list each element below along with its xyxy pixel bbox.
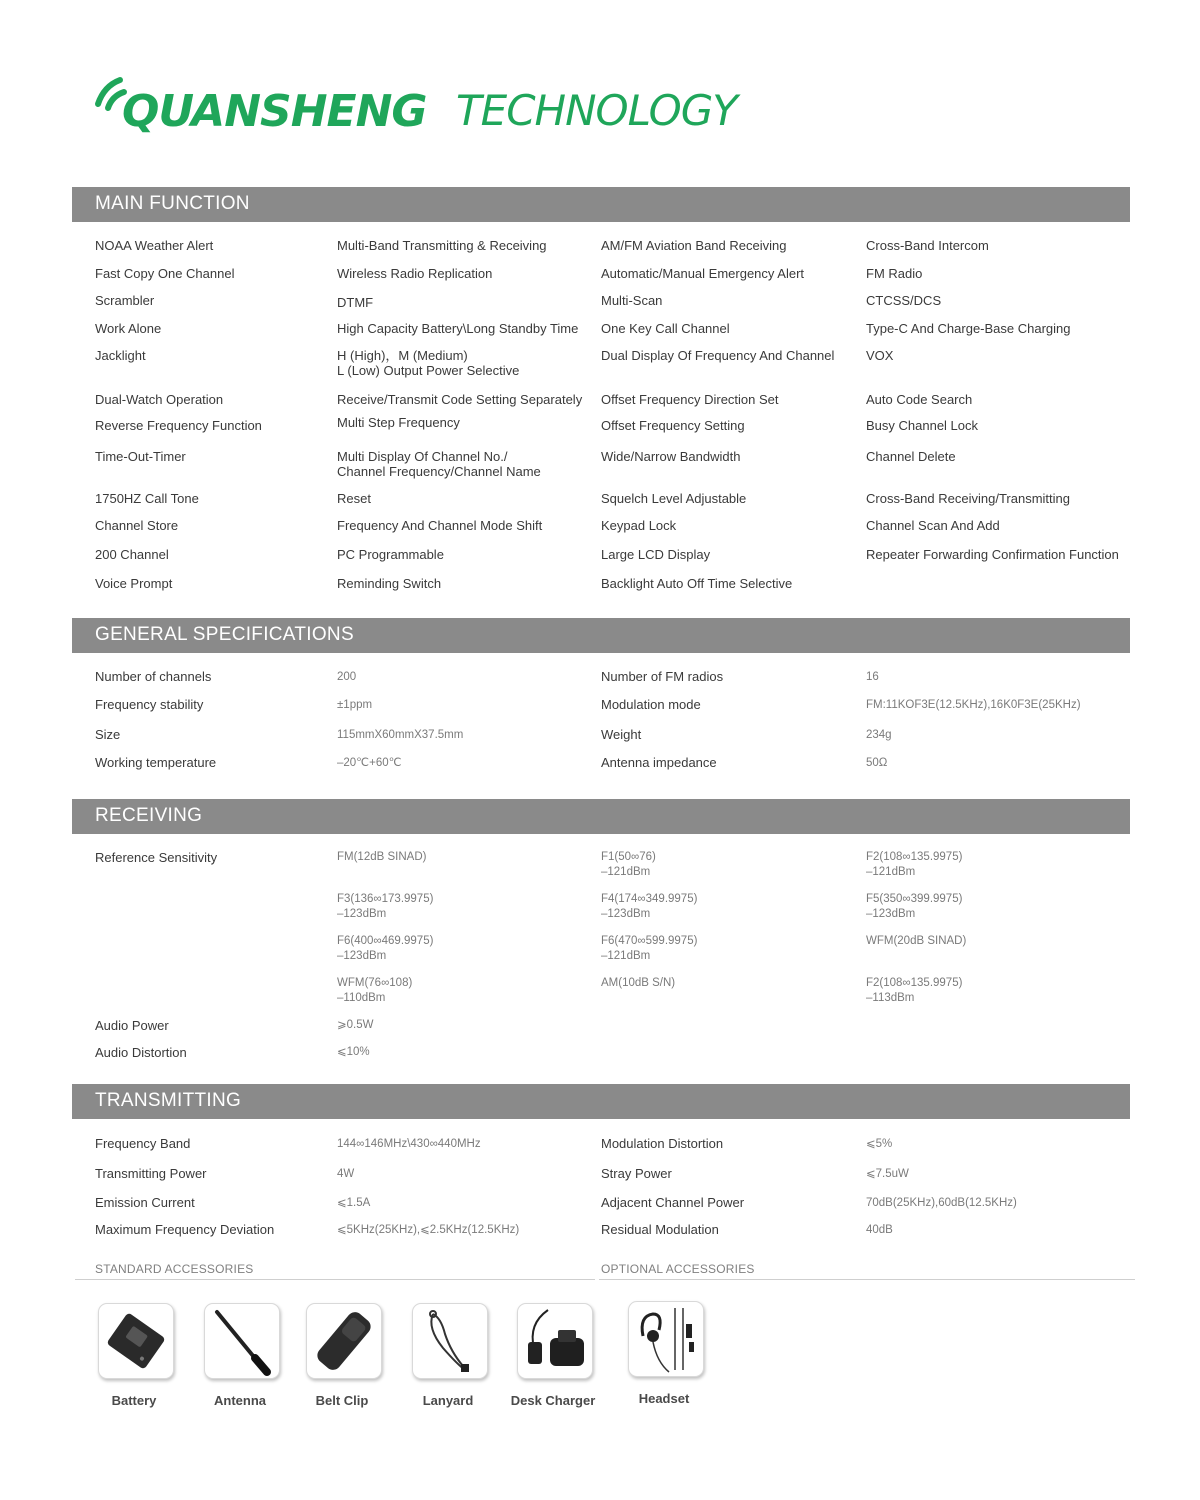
audio-distortion-value: ⩽10% <box>337 1046 370 1058</box>
feature-item: Scrambler <box>95 293 155 308</box>
feature-item: Auto Code Search <box>866 392 973 407</box>
feature-item: Channel Store <box>95 518 179 533</box>
feature-item: Offset Frequency Direction Set <box>601 392 779 407</box>
feature-item: Wide/Narrow Bandwidth <box>601 449 741 464</box>
belt-clip-icon <box>306 1303 382 1379</box>
feature-item: Busy Channel Lock <box>866 418 979 433</box>
section-title: TRANSMITTING <box>95 1090 242 1111</box>
sensitivity-value: F1(50∞76) –121dBm <box>601 851 656 878</box>
feature-item: Large LCD Display <box>601 547 711 562</box>
accessory-label: Headset <box>638 1391 690 1406</box>
feature-item: Channel Delete <box>866 449 956 464</box>
spec-value: ⩽5KHz(25KHz),⩽2.5KHz(12.5KHz) <box>337 1224 520 1236</box>
section-title: RECEIVING <box>95 805 203 826</box>
spec-label: Working temperature <box>95 755 217 770</box>
feature-item: Multi Display Of Channel No./ Channel Frequency/Channel Name <box>337 449 541 479</box>
antenna-icon <box>204 1303 280 1379</box>
divider <box>599 1279 1135 1280</box>
spec-label: Residual Modulation <box>601 1222 719 1237</box>
spec-label: Frequency stability <box>95 697 204 712</box>
spec-value: 115mmX60mmX37.5mm <box>337 729 464 741</box>
feature-item: Channel Scan And Add <box>866 518 1000 533</box>
spec-value: 234g <box>866 729 892 741</box>
sensitivity-value: F3(136∞173.9975) –123dBm <box>337 893 434 920</box>
audio-power-value: ⩾0.5W <box>337 1019 374 1031</box>
feature-item: Backlight Auto Off Time Selective <box>601 576 793 591</box>
audio-power-label: Audio Power <box>95 1018 169 1033</box>
feature-item: CTCSS/DCS <box>866 293 942 308</box>
feature-item: VOX <box>866 348 894 363</box>
section-title: GENERAL SPECIFICATIONS <box>95 624 354 645</box>
feature-item: PC Programmable <box>337 547 444 562</box>
spec-label: Number of channels <box>95 669 212 684</box>
spec-value: 16 <box>866 671 879 683</box>
spec-value: 200 <box>337 671 357 683</box>
spec-value: ⩽7.5uW <box>866 1168 909 1180</box>
sensitivity-label: Reference Sensitivity <box>95 850 218 865</box>
feature-item: Offset Frequency Setting <box>601 418 745 433</box>
feature-item: Wireless Radio Replication <box>337 266 493 281</box>
spec-label: Antenna impedance <box>601 755 717 770</box>
spec-label: Transmitting Power <box>95 1166 207 1181</box>
feature-item: Work Alone <box>95 321 162 336</box>
feature-item: Squelch Level Adjustable <box>601 491 747 506</box>
feature-item: AM/FM Aviation Band Receiving <box>601 238 787 253</box>
spec-value: 40dB <box>866 1224 893 1236</box>
feature-item: Receive/Transmit Code Setting Separately <box>337 392 583 407</box>
accessory-label: Belt Clip <box>315 1393 369 1408</box>
divider <box>75 1279 595 1280</box>
brand-logo <box>94 68 794 148</box>
feature-item: Keypad Lock <box>601 518 677 533</box>
sensitivity-value: WFM(20dB SINAD) <box>866 935 967 947</box>
feature-item: NOAA Weather Alert <box>95 238 214 253</box>
spec-label: Modulation mode <box>601 697 701 712</box>
spec-value: ±1ppm <box>337 699 373 711</box>
spec-label: Size <box>95 727 121 742</box>
feature-item: Reminding Switch <box>337 576 442 591</box>
spec-label: Maximum Frequency Deviation <box>95 1222 275 1237</box>
accessory-label: Battery <box>111 1393 157 1408</box>
feature-item: Dual-Watch Operation <box>95 392 224 407</box>
sensitivity-value: F5(350∞399.9975) –123dBm <box>866 893 963 920</box>
feature-item: Repeater Forwarding Confirmation Function <box>866 547 1119 562</box>
feature-item: One Key Call Channel <box>601 321 730 336</box>
feature-item: Type-C And Charge-Base Charging <box>866 321 1071 336</box>
feature-item: Fast Copy One Channel <box>95 266 235 281</box>
brand-tagline: TECHNOLOGY <box>456 86 737 135</box>
sensitivity-value: F4(174∞349.9975) –123dBm <box>601 893 698 920</box>
section-header-main-function <box>72 187 1130 222</box>
feature-item: 1750HZ Call Tone <box>95 491 199 506</box>
section-header-general-specs <box>72 618 1130 653</box>
feature-item: Jacklight <box>95 348 146 363</box>
accessory-label: Desk Charger <box>510 1393 596 1408</box>
headset-icon <box>628 1301 704 1377</box>
feature-item: Time-Out-Timer <box>95 449 186 464</box>
spec-value: 70dB(25KHz),60dB(12.5KHz) <box>866 1197 1017 1209</box>
feature-item: 200 Channel <box>95 547 169 562</box>
feature-item: Frequency And Channel Mode Shift <box>337 518 543 533</box>
spec-value: ⩽1.5A <box>337 1197 371 1209</box>
feature-item: Automatic/Manual Emergency Alert <box>601 266 805 281</box>
spec-label: Modulation Distortion <box>601 1136 724 1151</box>
accessory-label: Antenna <box>214 1393 266 1408</box>
sensitivity-value: F6(400∞469.9975) –123dBm <box>337 935 434 962</box>
spec-value: 4W <box>337 1168 355 1180</box>
spec-value: 50Ω <box>866 757 888 769</box>
feature-item: Multi-Band Transmitting & Receiving <box>337 238 547 253</box>
section-header-transmitting <box>72 1084 1130 1119</box>
sensitivity-value: WFM(76∞108) –110dBm <box>337 977 413 1004</box>
spec-label: Weight <box>601 727 642 742</box>
feature-item: DTMF <box>337 295 374 310</box>
brand-name: QUANSHENG <box>122 86 427 137</box>
feature-item: Dual Display Of Frequency And Channel <box>601 348 835 363</box>
feature-item: Voice Prompt <box>95 576 173 591</box>
feature-item: Cross-Band Intercom <box>866 238 989 253</box>
spec-label: Emission Current <box>95 1195 195 1210</box>
lanyard-icon <box>412 1303 488 1379</box>
feature-item: High Capacity Battery\Long Standby Time <box>337 321 579 336</box>
spec-label: Adjacent Channel Power <box>601 1195 745 1210</box>
feature-item: Multi-Scan <box>601 293 663 308</box>
battery-icon <box>98 1303 174 1379</box>
desk-charger-icon <box>517 1303 593 1379</box>
feature-item: Cross-Band Receiving/Transmitting <box>866 491 1070 506</box>
optional-accessories-title: OPTIONAL ACCESSORIES <box>601 1262 755 1276</box>
sensitivity-value: F2(108∞135.9975) –121dBm <box>866 851 963 878</box>
feature-item: H (High)，M (Medium) L (Low) Output Power Selective <box>337 348 520 378</box>
spec-label: Stray Power <box>601 1166 672 1181</box>
feature-item: Reset <box>337 491 371 506</box>
sensitivity-value: F2(108∞135.9975) –113dBm <box>866 977 963 1004</box>
standard-accessories-title: STANDARD ACCESSORIES <box>95 1262 254 1276</box>
feature-item: Reverse Frequency Function <box>95 418 262 433</box>
spec-value: 144∞146MHz\430∞440MHz <box>337 1138 481 1150</box>
sensitivity-value: F6(470∞599.9975) –121dBm <box>601 935 698 962</box>
sensitivity-value: AM(10dB S/N) <box>601 977 676 989</box>
sensitivity-value: FM(12dB SINAD) <box>337 851 427 863</box>
spec-value: ⩽5% <box>866 1138 893 1150</box>
spec-value: FM:11KOF3E(12.5KHz),16K0F3E(25KHz) <box>866 699 1081 711</box>
accessory-label: Lanyard <box>422 1393 474 1408</box>
section-title: MAIN FUNCTION <box>95 193 250 214</box>
spec-label: Number of FM radios <box>601 669 724 684</box>
feature-item: FM Radio <box>866 266 923 281</box>
feature-item: Multi Step Frequency <box>337 415 460 430</box>
section-header-receiving <box>72 799 1130 834</box>
spec-label: Frequency Band <box>95 1136 191 1151</box>
audio-distortion-label: Audio Distortion <box>95 1045 187 1060</box>
spec-value: –20℃+60℃ <box>337 757 402 769</box>
